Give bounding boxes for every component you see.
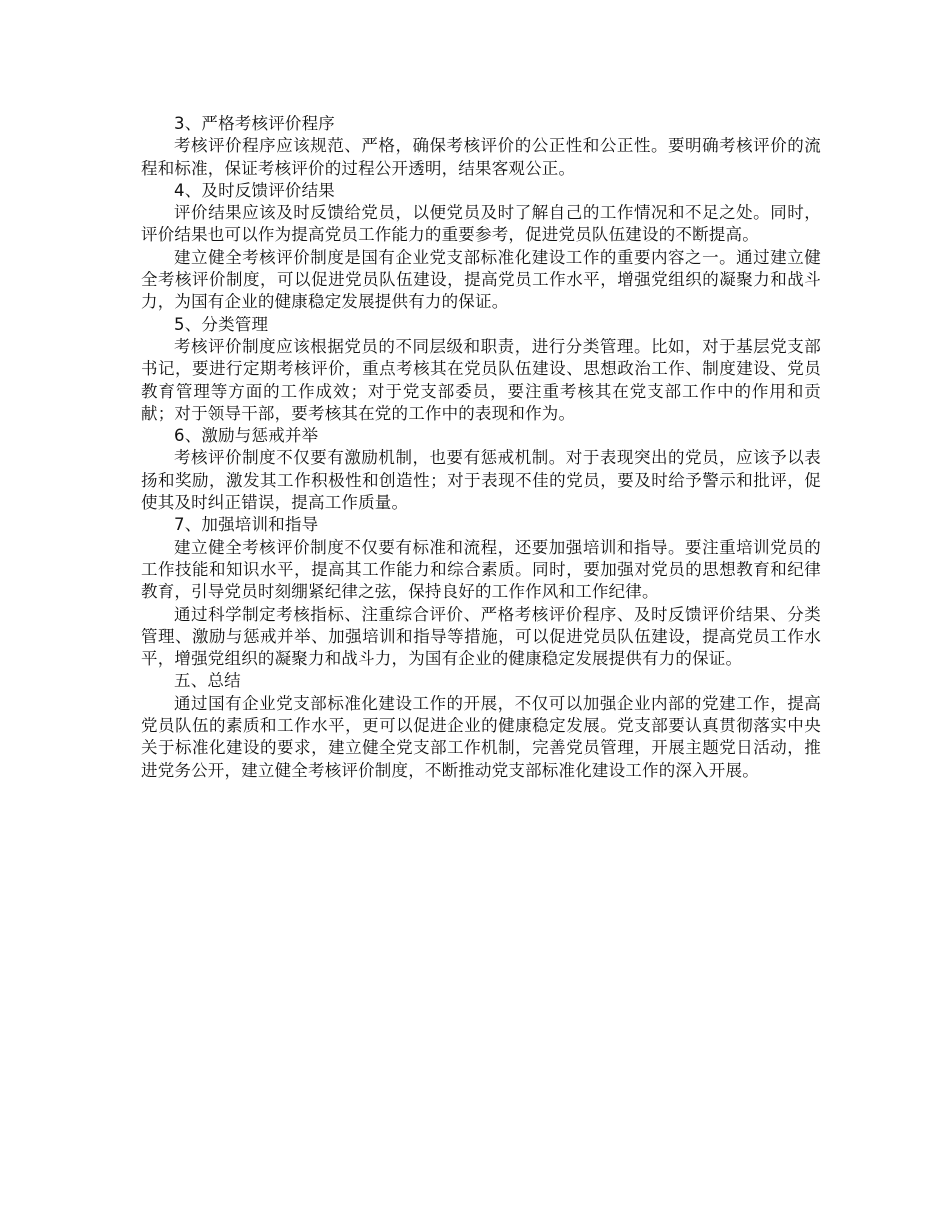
body-paragraph: 考核评价程序应该规范、严格，确保考核评价的公正性和公正性。要明确考核评价的流程和标准，保证考核评价的过程公开透明，结果客观公正。: [141, 136, 821, 178]
section-heading-5: 5、分类管理: [174, 314, 269, 334]
section-heading-7: 7、加强培训和指导: [174, 515, 319, 535]
section-heading-6: 6、激励与惩戒并举: [174, 426, 319, 446]
body-paragraph: 建立健全考核评价制度不仅要有标准和流程，还要加强培训和指导。要注重培训党员的工作技能和知识水平，提高其工作能力和综合素质。同时，要加强对党员的思想教育和纪律教育，引导党员时刻绷紧纪律之弦，保持良好的工作作风和工作纪律。: [141, 537, 821, 602]
body-paragraph: 评价结果应该及时反馈给党员，以便党员及时了解自己的工作情况和不足之处。同时，评价结果也可以作为提高党员工作能力的重要参考，促进党员队伍建设的不断提高。: [141, 203, 821, 245]
section-heading-summary: 五、总结: [174, 671, 241, 691]
section-heading-3: 3、严格考核评价程序: [174, 114, 335, 133]
document-page: [141, 113, 821, 782]
body-paragraph: 考核评价制度不仅要有激励机制，也要有惩戒机制。对于表现突出的党员，应该予以表扬和奖励，激发其工作积极性和创造性；对于表现不佳的党员，要及时给予警示和批评，促使其及时纠正错误，提高工作质量。: [141, 448, 821, 513]
section-heading-4: 4、及时反馈评价结果: [174, 180, 335, 200]
body-paragraph: 通过科学制定考核指标、注重综合评价、严格考核评价程序、及时反馈评价结果、分类管理、激励与惩戒并举、加强培训和指导等措施，可以促进党员队伍建设，提高党员工作水平，增强党组织的凝聚力和战斗力，为国有企业的健康稳定发展提供有力的保证。: [141, 604, 821, 669]
body-paragraph: 通过国有企业党支部标准化建设工作的开展，不仅可以加强企业内部的党建工作，提高党员队伍的素质和工作水平，更可以促进企业的健康稳定发展。党支部要认真贯彻落实中央关于标准化建设的要求，建立健全党支部工作机制，完善党员管理，开展主题党日活动，推进党务公开，建立健全考核评价制度，不断推动党支部标准化建设工作的深入开展。: [141, 693, 821, 780]
body-paragraph: 考核评价制度应该根据党员的不同层级和职责，进行分类管理。比如，对于基层党支部书记，要进行定期考核评价，重点考核其在党员队伍建设、思想政治工作、制度建设、党员教育管理等方面的工作成效；对于党支部委员，要注重考核其在党支部工作中的作用和贡献；对于领导干部，要考核其在党的工作中的表现和作为。: [141, 336, 821, 423]
body-paragraph: 建立健全考核评价制度是国有企业党支部标准化建设工作的重要内容之一。通过建立健全考核评价制度，可以促进党员队伍建设，提高党员工作水平，增强党组织的凝聚力和战斗力，为国有企业的健康稳定发展提供有力的保证。: [141, 247, 821, 312]
